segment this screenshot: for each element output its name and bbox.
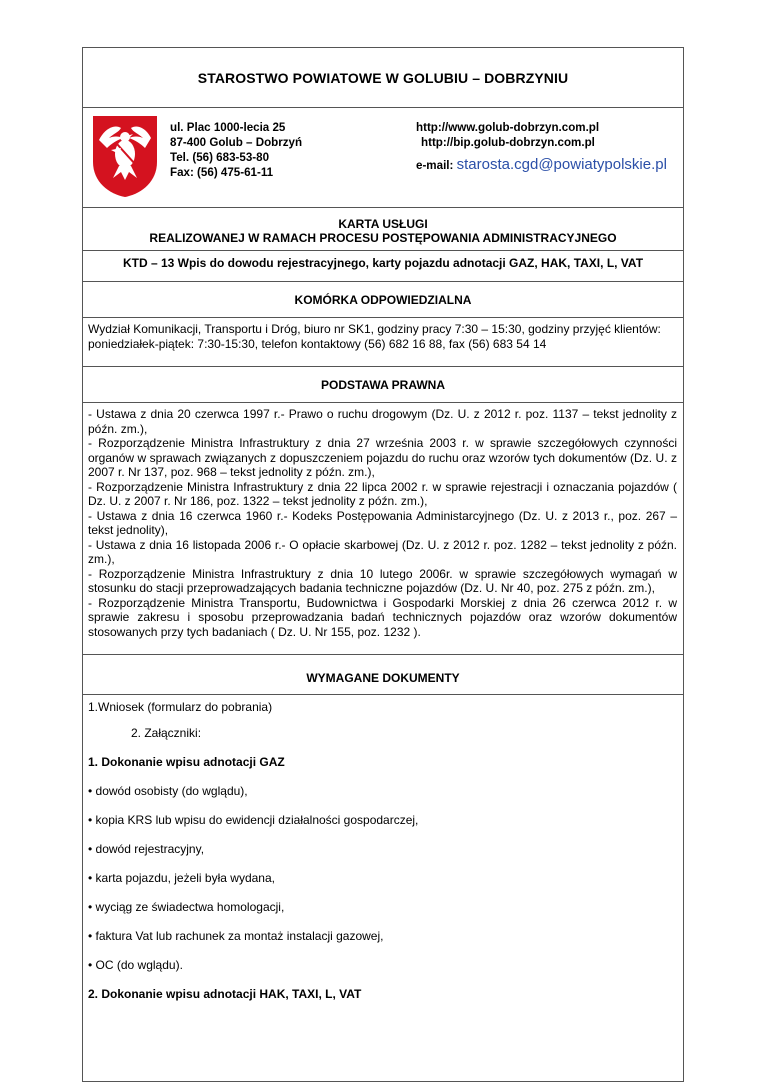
responsible-text: Wydział Komunikacji, Transportu i Dróg, biuro nr SK1, godziny pracy 7:30 – 15:30, godziny przyjęć klientów: poniedziałek-piątek: 7:30-15:30, telefon kontaktowy (56) 682 16 88, fax (56) 683 54 14 [88,322,661,351]
required-documents-heading: WYMAGANE DOKUMENTY [306,671,460,685]
card-label: KARTA USŁUGI [338,217,428,231]
office-title: STAROSTWO POWIATOWE W GOLUBIU – DOBRZYNIU [197,69,569,86]
list-item: • faktura Vat lub rachunek za montaż instalacji gazowej, [88,929,384,943]
responsible-body [82,317,684,366]
address-city: 87-400 Golub – Dobrzyń [170,136,303,149]
address-street: ul. Plac 1000-lecia 25 [170,121,286,134]
website-url[interactable]: http://www.golub-dobrzyn.com.pl [416,121,600,134]
list-item: • wyciąg ze świadectwa homologacji, [88,900,285,914]
list-item: • OC (do wglądu). [88,958,183,972]
list-item: • dowód osobisty (do wglądu), [88,784,248,798]
legal-item: - Ustawa z dnia 16 listopada 2006 r.- O opłacie skarbowej (Dz. U. z 2012 r. poz. 1282 – tekst jednolity z późn. zm.), [88,537,677,566]
office-address [170,120,302,180]
service-code-text: KTD – 13 Wpis do dowodu rejestracyjnego, karty pojazdu adnotacji GAZ, HAK, TAXI, L, VAT [122,256,644,270]
list-item: • dowód rejestracyjny, [88,842,205,856]
service-card-document [82,47,684,1082]
service-card-title-box [82,207,684,250]
attachments-label: 2. Załączniki: [131,726,202,740]
legal-basis-heading-box [82,366,684,402]
email-label: e-mail: [416,159,454,172]
list-item: • kopia KRS lub wpisu do ewidencji działalności gospodarczej, [88,813,419,827]
process-label: REALIZOWANEJ W RAMACH PROCESU POSTĘPOWANIA ADMINISTRACYJNEGO [149,231,617,245]
office-websites [416,120,599,150]
legal-item: - Ustawa z dnia 16 czerwca 1960 r.- Kodeks Postępowania Administarcyjnego (Dz. U. z 2013 r., poz. 267 – tekst jednolity), [88,508,677,537]
service-code-title [82,250,684,281]
legal-item: - Rozporządzenie Ministra Infrastruktury z dnia 27 września 2003 r. w sprawie szczegółowych czynności organów w sprawach związanych z dopuszczeniem pojazdu do ruchu oraz wzorów tych dokumentów (Dz. U. z 2007 r. Nr 137, poz. 968 – tekst jednolity z późn. zm.), [88,436,677,479]
address-fax: Fax: (56) 475-61-11 [170,166,274,179]
required-documents-body [82,694,684,1082]
legal-basis-body [82,402,684,654]
application-form: 1.Wniosek (formularz do pobrania) [88,700,273,714]
legal-basis-heading: PODSTAWA PRAWNA [320,378,445,392]
bip-url[interactable]: http://bip.golub-dobrzyn.com.pl [421,136,595,149]
legal-item: - Rozporządzenie Ministra Infrastruktury z dnia 10 lutego 2006r. w sprawie szczegółowych wymagań w stosunku do stacji przeprowadzających badania techniczne pojazdów (Dz. U. Nr 40, poz. 275 z późn. zm.), [88,566,677,595]
gas-annotation-heading: 1. Dokonanie wpisu adnotacji GAZ [88,755,285,769]
legal-item: - Rozporządzenie Ministra Transportu, Budownictwa i Gospodarki Morskiej z dnia 26 czerwca 2012 r. w sprawie zakresu i sposobu przeprowadzania badań technicznych pojazdów oraz wzorów dokumentów stosowanych przy tych badaniach ( Dz. U. Nr 155, poz. 1232 ). [88,595,677,639]
responsible-heading: KOMÓRKA ODPOWIEDZIALNA [294,293,472,307]
legal-item: - Ustawa z dnia 20 czerwca 1997 r.- Prawo o ruchu drogowym (Dz. U. z 2012 r. poz. 1137 – tekst jednolity z późn. zm.), [88,407,677,436]
office-email [416,156,667,173]
required-documents-heading-box [82,654,684,694]
address-phone: Tel. (56) 683-53-80 [170,151,270,164]
office-title-box [82,47,684,107]
list-item: • karta pojazdu, jeżeli była wydana, [88,871,275,885]
email-link[interactable]: starosta.cgd@powiatypolskie.pl [456,156,667,173]
service-card-heading [83,208,683,250]
responsible-heading-box [82,281,684,317]
office-header [82,107,684,207]
legal-item: - Rozporządzenie Ministra Infrastruktury z dnia 22 lipca 2002 r. w sprawie rejestracji i oznaczania pojazdów ( Dz. U. z 2007 r. Nr 186, poz. 1322 – tekst jednolity z późn. zm.), [88,479,677,508]
other-annotations-heading: 2. Dokonanie wpisu adnotacji HAK, TAXI, L, VAT [88,987,362,1001]
coat-of-arms-eagle-icon [91,114,159,198]
